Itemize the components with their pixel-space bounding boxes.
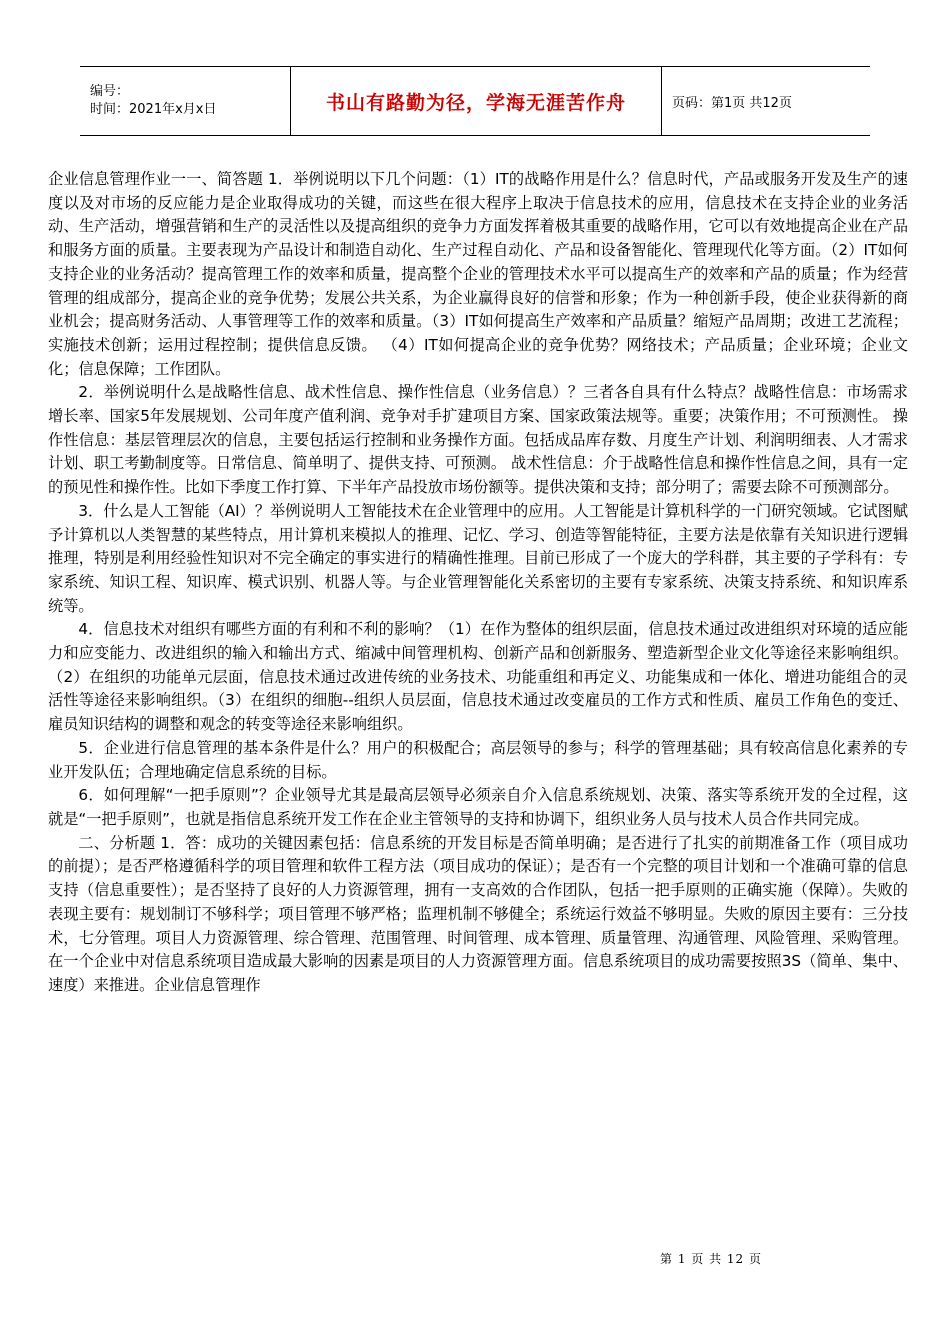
header-meta-cell xyxy=(80,67,291,136)
header-page-cell xyxy=(662,67,871,136)
paragraph-intro: 企业信息管理作业一一、简答题 1．举例说明以下几个问题：（1）IT的战略作用是什么？信息时代，产品或服务开发及生产的速度以及对市场的反应能力是企业取得成功的关键，而这些在很大程序上取决于信息技术的应用，信息技术在支持企业的业务活动、生产活动，增强营销和生产的灵活性以及提高组织的竞争力方面发挥着极其重要的战略作用，它可以有效地提高企业在产品和服务方面的质量。主要表现为产品设计和制造自动化、生产过程自动化、产品和设备智能化、管理现代化等方面。（2）IT如何支持企业的业务活动？提高管理工作的效率和质量，提高整个企业的管理技术水平可以提高生产的效率和产品的质量；作为经营管理的组成部分，提高企业的竞争优势；发展公共关系，为企业赢得良好的信誉和形象；作为一种创新手段，使企业获得新的商业机会；提高财务活动、人事管理等工作的效率和质量。（3）IT如何提高生产效率和产品质量？缩短产品周期；改进工艺流程；实施技术创新；运用过程控制；提供信息反馈。 （4）IT如何提高企业的竞争优势？网络技术；产品质量；企业环境；企业文化；信息保障；工作团队。 xyxy=(48,170,908,378)
paragraph-question-6: 6．如何理解“一把手原则”？企业领导尤其是最高层领导必须亲自介入信息系统规划、决策、落实等系统开发的全过程，这就是“一把手原则”，也就是指信息系统开发工作在企业主管领导的支持和协调下，组织业务人员与技术人员合作共同完成。 xyxy=(48,786,908,828)
paragraph-question-4: 4．信息技术对组织有哪些方面的有利和不利的影响？（1）在作为整体的组织层面，信息技术通过改进组织对环境的适应能力和应变能力、改进组织的输入和输出方式、缩减中间管理机构、创新产品和创新服务、塑造新型企业文化等途径来影响组织。（2）在组织的功能单元层面，信息技术通过改进传统的业务技术、功能重组和再定义、功能集成和一体化、增进功能组合的灵活性等途径来影响组织。（3）在组织的细胞--组织人员层面，信息技术通过改变雇员的工作方式和性质、雇员工作角色的变迁、雇员知识结构的调整和观念的转变等途径来影响组织。 xyxy=(48,620,908,734)
header-motto-cell xyxy=(291,67,662,136)
paragraph-analysis: 二、分析题 1．答：成功的关键因素包括：信息系统的开发目标是否简单明确；是否进行了扎实的前期准备工作（项目成功的前提）；是否严格遵循科学的项目管理和软件工程方法（项目成功的保证）；是否有一个完整的项目计划和一个准确可靠的信息支持（信息重要性）；是否坚持了良好的人力资源管理，拥有一支高效的合作团队，包括一把手原则的正确实施（保障）。失败的表现主要有：规划制订不够科学；项目管理不够严格；监理机制不够健全；系统运行效益不够明显。失败的原因主要有：三分技术，七分管理。项目人力资源管理、综合管理、范围管理、时间管理、成本管理、质量管理、沟通管理、风险管理、采购管理。在一个企业中对信息系统项目造成最大影响的因素是项目的人力资源管理方面。信息系统项目的成功需要按照3S（简单、集中、速度）来推进。企业信息管理作 xyxy=(48,833,908,994)
page-footer: 第 1 页 共 12 页 xyxy=(660,1252,762,1266)
header-motto: 书山有路勤为径，学海无涯苦作舟 xyxy=(325,91,626,114)
paragraph-question-2: 2．举例说明什么是战略性信息、战术性信息、操作性信息（业务信息）？三者各自具有什么特点？战略性信息：市场需求增长率、国家5年发展规划、公司年度产值利润、竞争对手扩建项目方案、国家政策法规等。重要；决策作用；不可预测性。 操作性信息：基层管理层次的信息，主要包括运行控制和业务操作方面。包括成品库存数、月度生产计划、利润明细表、人才需求计划、职工考勤制度等。日常信息、简单明了、提供支持、可预测。 战术性信息：介于战略性信息和操作性信息之间，具有一定的预见性和操作性。比如下季度工作打算、下半年产品投放市场份额等。提供决策和支持；部分明了；需要去除不可预测部分。 xyxy=(48,383,908,497)
header-page-label: 页码：第1页 共12页 xyxy=(672,95,792,111)
page-header xyxy=(80,66,870,136)
paragraph-question-3: 3．什么是人工智能（AI）？举例说明人工智能技术在企业管理中的应用。人工智能是计算机科学的一门研究领域。它试图赋予计算机以人类智慧的某些特点，用计算机来模拟人的推理、记忆、学习、创造等智能特征，主要方法是依靠有关知识进行逻辑推理，特别是利用经验性知识对不完全确定的事实进行的精确性推理。目前已形成了一个庞大的学科群，其主要的子学科有：专家系统、知识工程、知识库、模式识别、机器人等。与企业管理智能化关系密切的主要有专家系统、决策支持系统、和知识库系统等。 xyxy=(48,501,908,615)
paragraph-question-5: 5．企业进行信息管理的基本条件是什么？用户的积极配合；高层领导的参与；科学的管理基础；具有较高信息化素养的专业开发队伍；合理地确定信息系统的目标。 xyxy=(48,738,908,781)
document-date-label: 时间：2021年x月x日 xyxy=(90,102,217,117)
document-body xyxy=(48,168,908,998)
document-number-label: 编号： xyxy=(90,84,130,99)
